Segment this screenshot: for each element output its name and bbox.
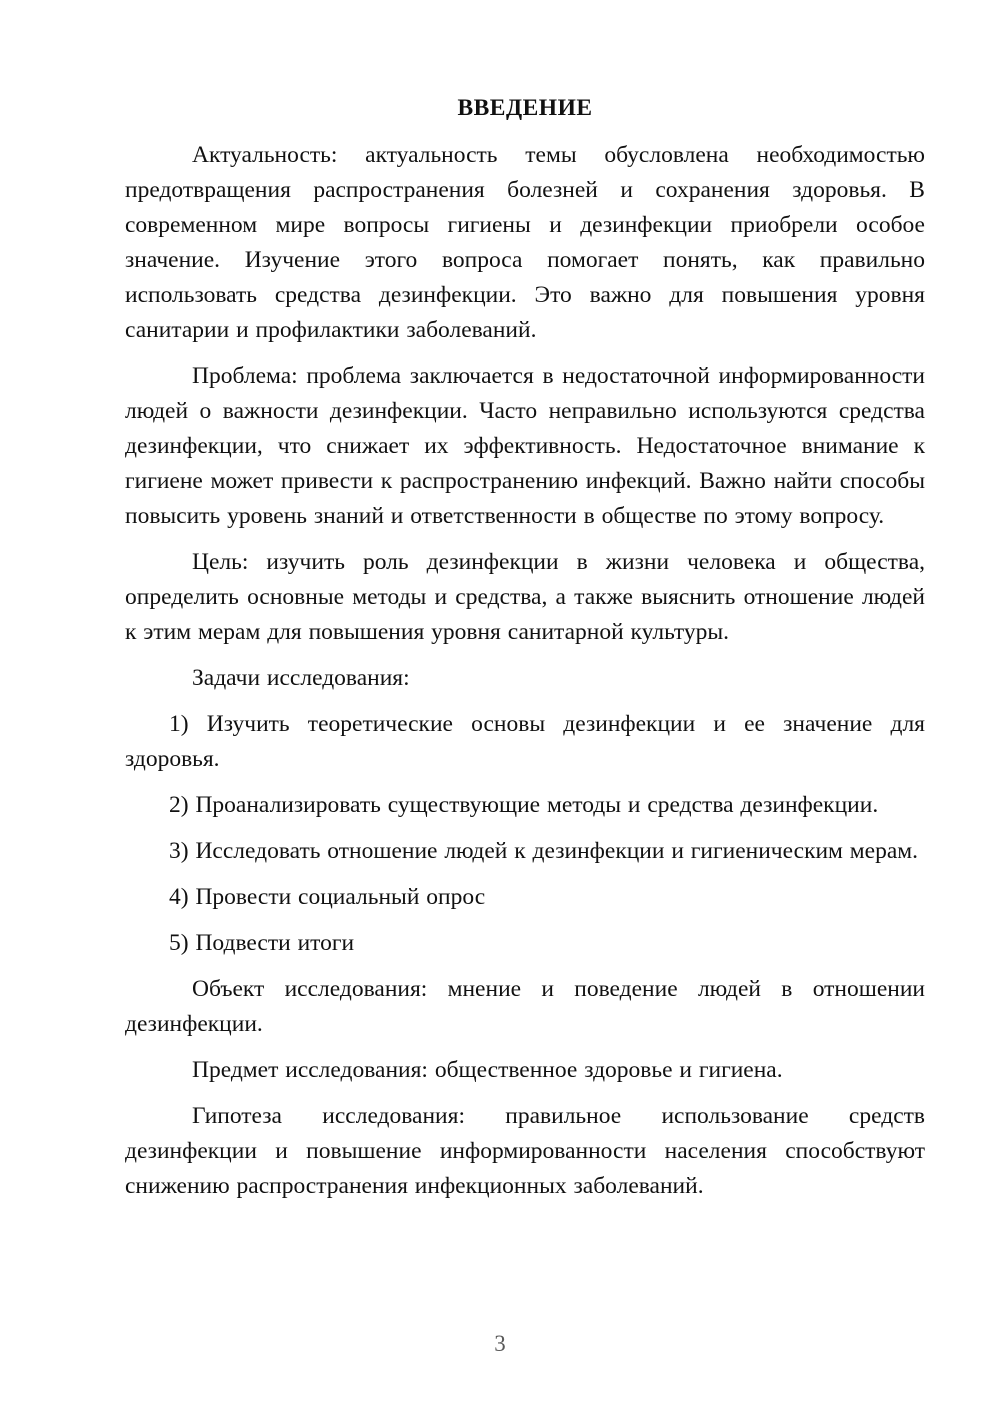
task-item-3: 3) Исследовать отношение людей к дезинфекции и гигиеническим мерам.	[169, 838, 919, 864]
paragraph-tasks-heading: Задачи исследования:	[192, 665, 410, 691]
paragraph-problem: Проблема: проблема заключается в недостаточной информированности людей о важности дезинфекции. Часто неправильно используются средства дезинфекции, что снижает их эффективность. Недостаточное внимание к гигиене может привести к распространению инфекций. Важно найти способы повысить уровень знаний и ответственности в обществе по этому вопросу.	[125, 363, 925, 529]
paragraph-actuality: Актуальность: актуальность темы обусловлена необходимостью предотвращения распространения болезней и сохранения здоровья. В современном мире вопросы гигиены и дезинфекции приобрели особое значение. Изучение этого вопроса помогает понять, как правильно использовать средства дезинфекции. Это важно для повышения уровня санитарии и профилактики заболеваний.	[125, 142, 925, 343]
document-content	[125, 91, 925, 1215]
task-item-2: 2) Проанализировать существующие методы и средства дезинфекции.	[169, 792, 879, 818]
task-item-1: 1) Изучить теоретические основы дезинфекции и ее значение для здоровья.	[125, 711, 925, 772]
page-title: ВВЕДЕНИЕ	[457, 95, 593, 121]
page-number: 3	[494, 1331, 506, 1356]
paragraph-subject: Предмет исследования: общественное здоровье и гигиена.	[192, 1057, 783, 1083]
paragraph-object: Объект исследования: мнение и поведение людей в отношении дезинфекции.	[125, 976, 925, 1037]
paragraph-hypothesis: Гипотеза исследования: правильное использование средств дезинфекции и повышение информированности населения способствуют снижению распространения инфекционных заболеваний.	[125, 1103, 925, 1199]
task-item-5: 5) Подвести итоги	[169, 930, 355, 956]
paragraph-goal: Цель: изучить роль дезинфекции в жизни человека и общества, определить основные методы и средства, а также выяснить отношение людей к этим мерам для повышения уровня санитарной культуры.	[125, 549, 925, 645]
task-item-4: 4) Провести социальный опрос	[169, 884, 486, 910]
